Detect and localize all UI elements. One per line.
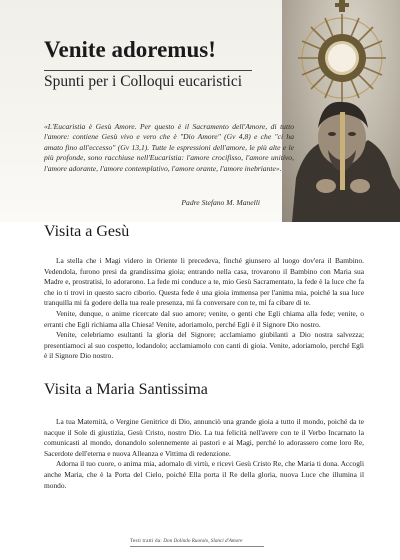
section-body-visita-gesu — [44, 256, 364, 362]
intro-quote: «L'Eucaristia è Gesù Amore. Per questo è il Sacramento dell'Amore, di tutto l'amore: contiene Gesù vivo e vero che è "Dio Amore" (Gv 4,8) e che "ci ha amato fino all'eccesso" (Gv 13,1). Tutte le espressioni dell'amore, le più alte e le più profonde, sono racchiuse nell'Eucaristia: l'amore crocifisso, l'amore unitivo, l'amore adorante, l'amore contemplativo, l'amore orante, l'amore inebriante». — [44, 122, 294, 173]
footnote-divider — [130, 546, 264, 547]
page-title: Venite adoremus! — [44, 37, 216, 62]
footnote-source: Don Dolindo Ruotolo, Slanci d'Amore — [163, 538, 243, 544]
title-divider — [44, 70, 252, 71]
footnote-label: Testi tratti da: — [130, 538, 162, 544]
paragraph: Venite, dunque, o anime ricercate dal suo amore; venite, o genti che Egli chiama alla fede; venite, o erranti che Egli richiama alla Chiesa! Venite, adoriamolo, perché Egli è il Signore Dio nostro. — [44, 308, 364, 329]
page-subtitle: Spunti per i Colloqui eucaristici — [44, 73, 243, 90]
section-body-visita-maria — [44, 417, 364, 491]
paragraph: La stella che i Magi videro in Oriente li precedeva, finché giunsero al luogo dov'era il Bambino. Vedendola, furono presi da grandissima gioia; entrando nella casa, trovarono il Bambino con Maria sua Madre e, prostratisi, lo adorarono. La fede mi conduce a te, mio Gesù Sacramentato, la fede è la luce che fa che io ti trovi in questo sacro ciborio. Questa fede è una gioia immensa per l'anima mia, poiché la sua luce tranquilla mi fa godere della tua reale presenza, mi fa conversare con te, mi fa cibare di te. — [44, 256, 364, 308]
monstrance-photo — [282, 0, 400, 222]
paragraph: La tua Maternità, o Vergine Genitrice di Dio, annunciò una grande gioia a tutto il mondo, poiché da te nacque il Sole di giustizia, Gesù Cristo, nostro Dio. La tua felicità nell'avere con te il Verbo Incarnato la comunicasti al mondo, donandolo solennemente ai pastori e ai Magi, perché lo adorassero come loro Re, Sacerdote dell'eterna e nuova Alleanza e Vittima di redenzione. — [44, 417, 364, 458]
paragraph: Venite, celebriamo esultanti la gloria del Signore; acclamiamo giubilanti a Dio nostra salvezza; presentiamoci al suo cospetto, lodandolo; acclamiamolo con canti di gioia. Venite, adoriamolo, perché Egli è il Signore Dio nostro. — [44, 330, 364, 361]
quote-author: Padre Stefano M. Manelli — [181, 198, 260, 207]
paragraph: Adorna il tuo cuore, o anima mia, adornalo di virtù, e ricevi Gesù Cristo Re, che Maria ti dona. Accogli anche Maria, che è la Porta del Cielo, poiché Ella porta il Re della gloria, nuova Luce che illumina il mondo. — [44, 459, 364, 490]
section-title-visita-maria: Visita a Maria Santissima — [44, 381, 208, 398]
section-title-visita-gesu: Visita a Gesù — [44, 223, 130, 240]
source-footnote — [130, 538, 330, 544]
